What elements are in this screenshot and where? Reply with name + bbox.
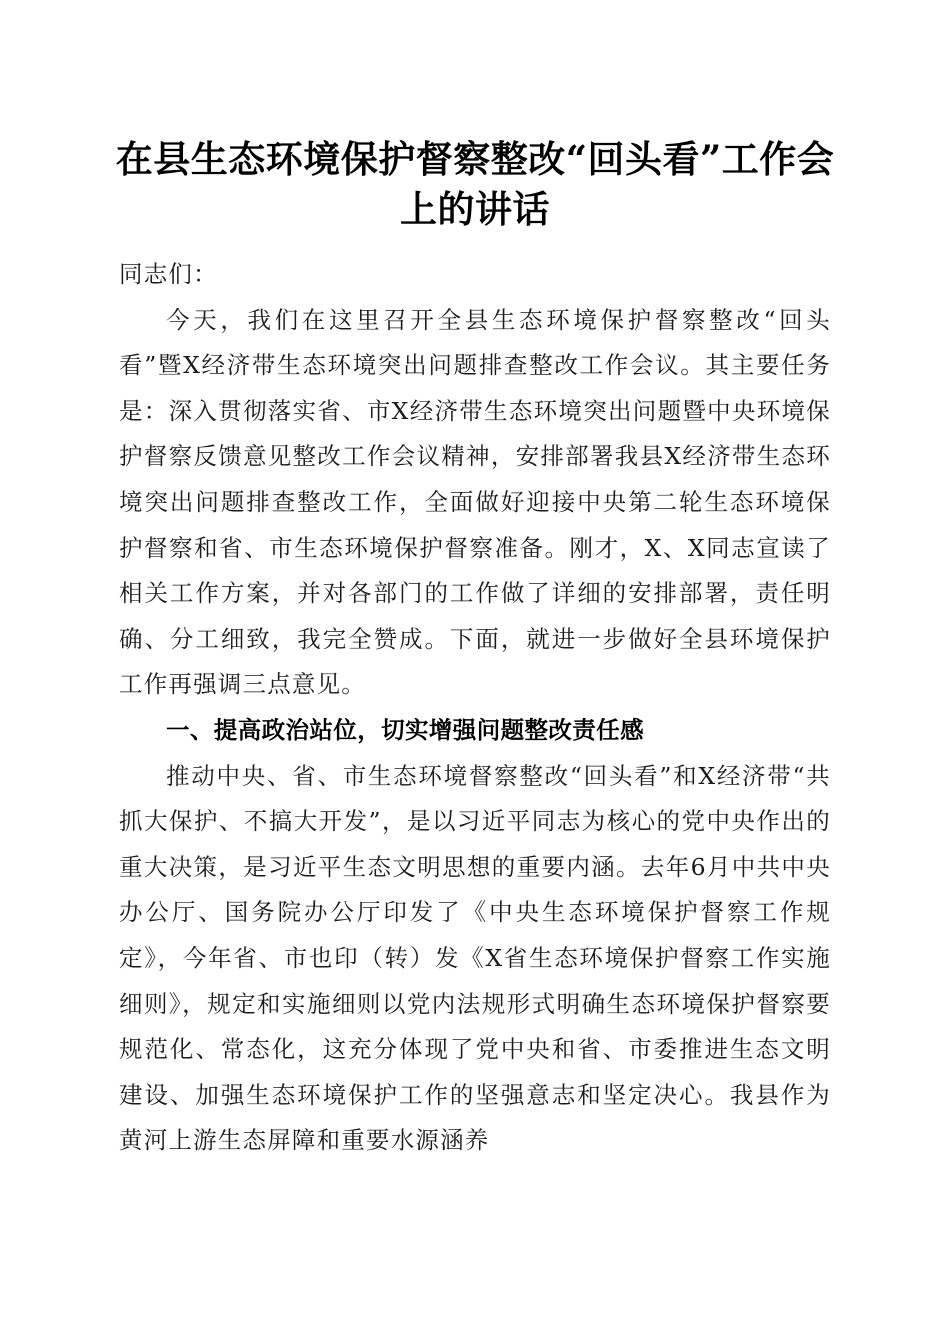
document-body	[119, 252, 831, 1164]
paragraph-section-1: 推动中央、省、市生态环境督察整改“回头看”和X经济带“共抓大保护、不搞大开发”，是以习近平同志为核心的党中央作出的重大决策，是习近平生态文明思想的重要内涵。去年6月中共中央办公厅、国务院办公厅印发了《中央生态环境保护督察工作规定》，今年省、市也印（转）发《X省生态环境保护督察工作实施细则》，规定和实施细则以党内法规形式明确生态环境保护督察要规范化、常态化，这充分体现了党中央和省、市委推进生态文明建设、加强生态环境保护工作的坚强意志和坚定决心。我县作为黄河上游生态屏障和重要水源涵养	[119, 761, 831, 1155]
paragraph-intro: 今天，我们在这里召开全县生态环境保护督察整改“回头看”暨X经济带生态环境突出问题排查整改工作会议。其主要任务是：深入贯彻落实省、市X经济带生态环境突出问题暨中央环境保护督察反馈意见整改工作会议精神，安排部署我县X经济带生态环境突出问题排查整改工作，全面做好迎接中央第二轮生态环境保护督察和省、市生态环境保护督察准备。刚才，X、X同志宣读了相关工作方案，并对各部门的工作做了详细的安排部署，责任明确、分工细致，我完全赞成。下面，就进一步做好全县环境保护工作再强调三点意见。	[119, 305, 831, 699]
salutation: 同志们：	[119, 260, 218, 288]
section-heading-1: 一、提高政治站位，切实增强问题整改责任感	[166, 715, 644, 744]
document-title: 在县生态环境保护督察整改“回头看”工作会上的讲话	[115, 137, 835, 231]
